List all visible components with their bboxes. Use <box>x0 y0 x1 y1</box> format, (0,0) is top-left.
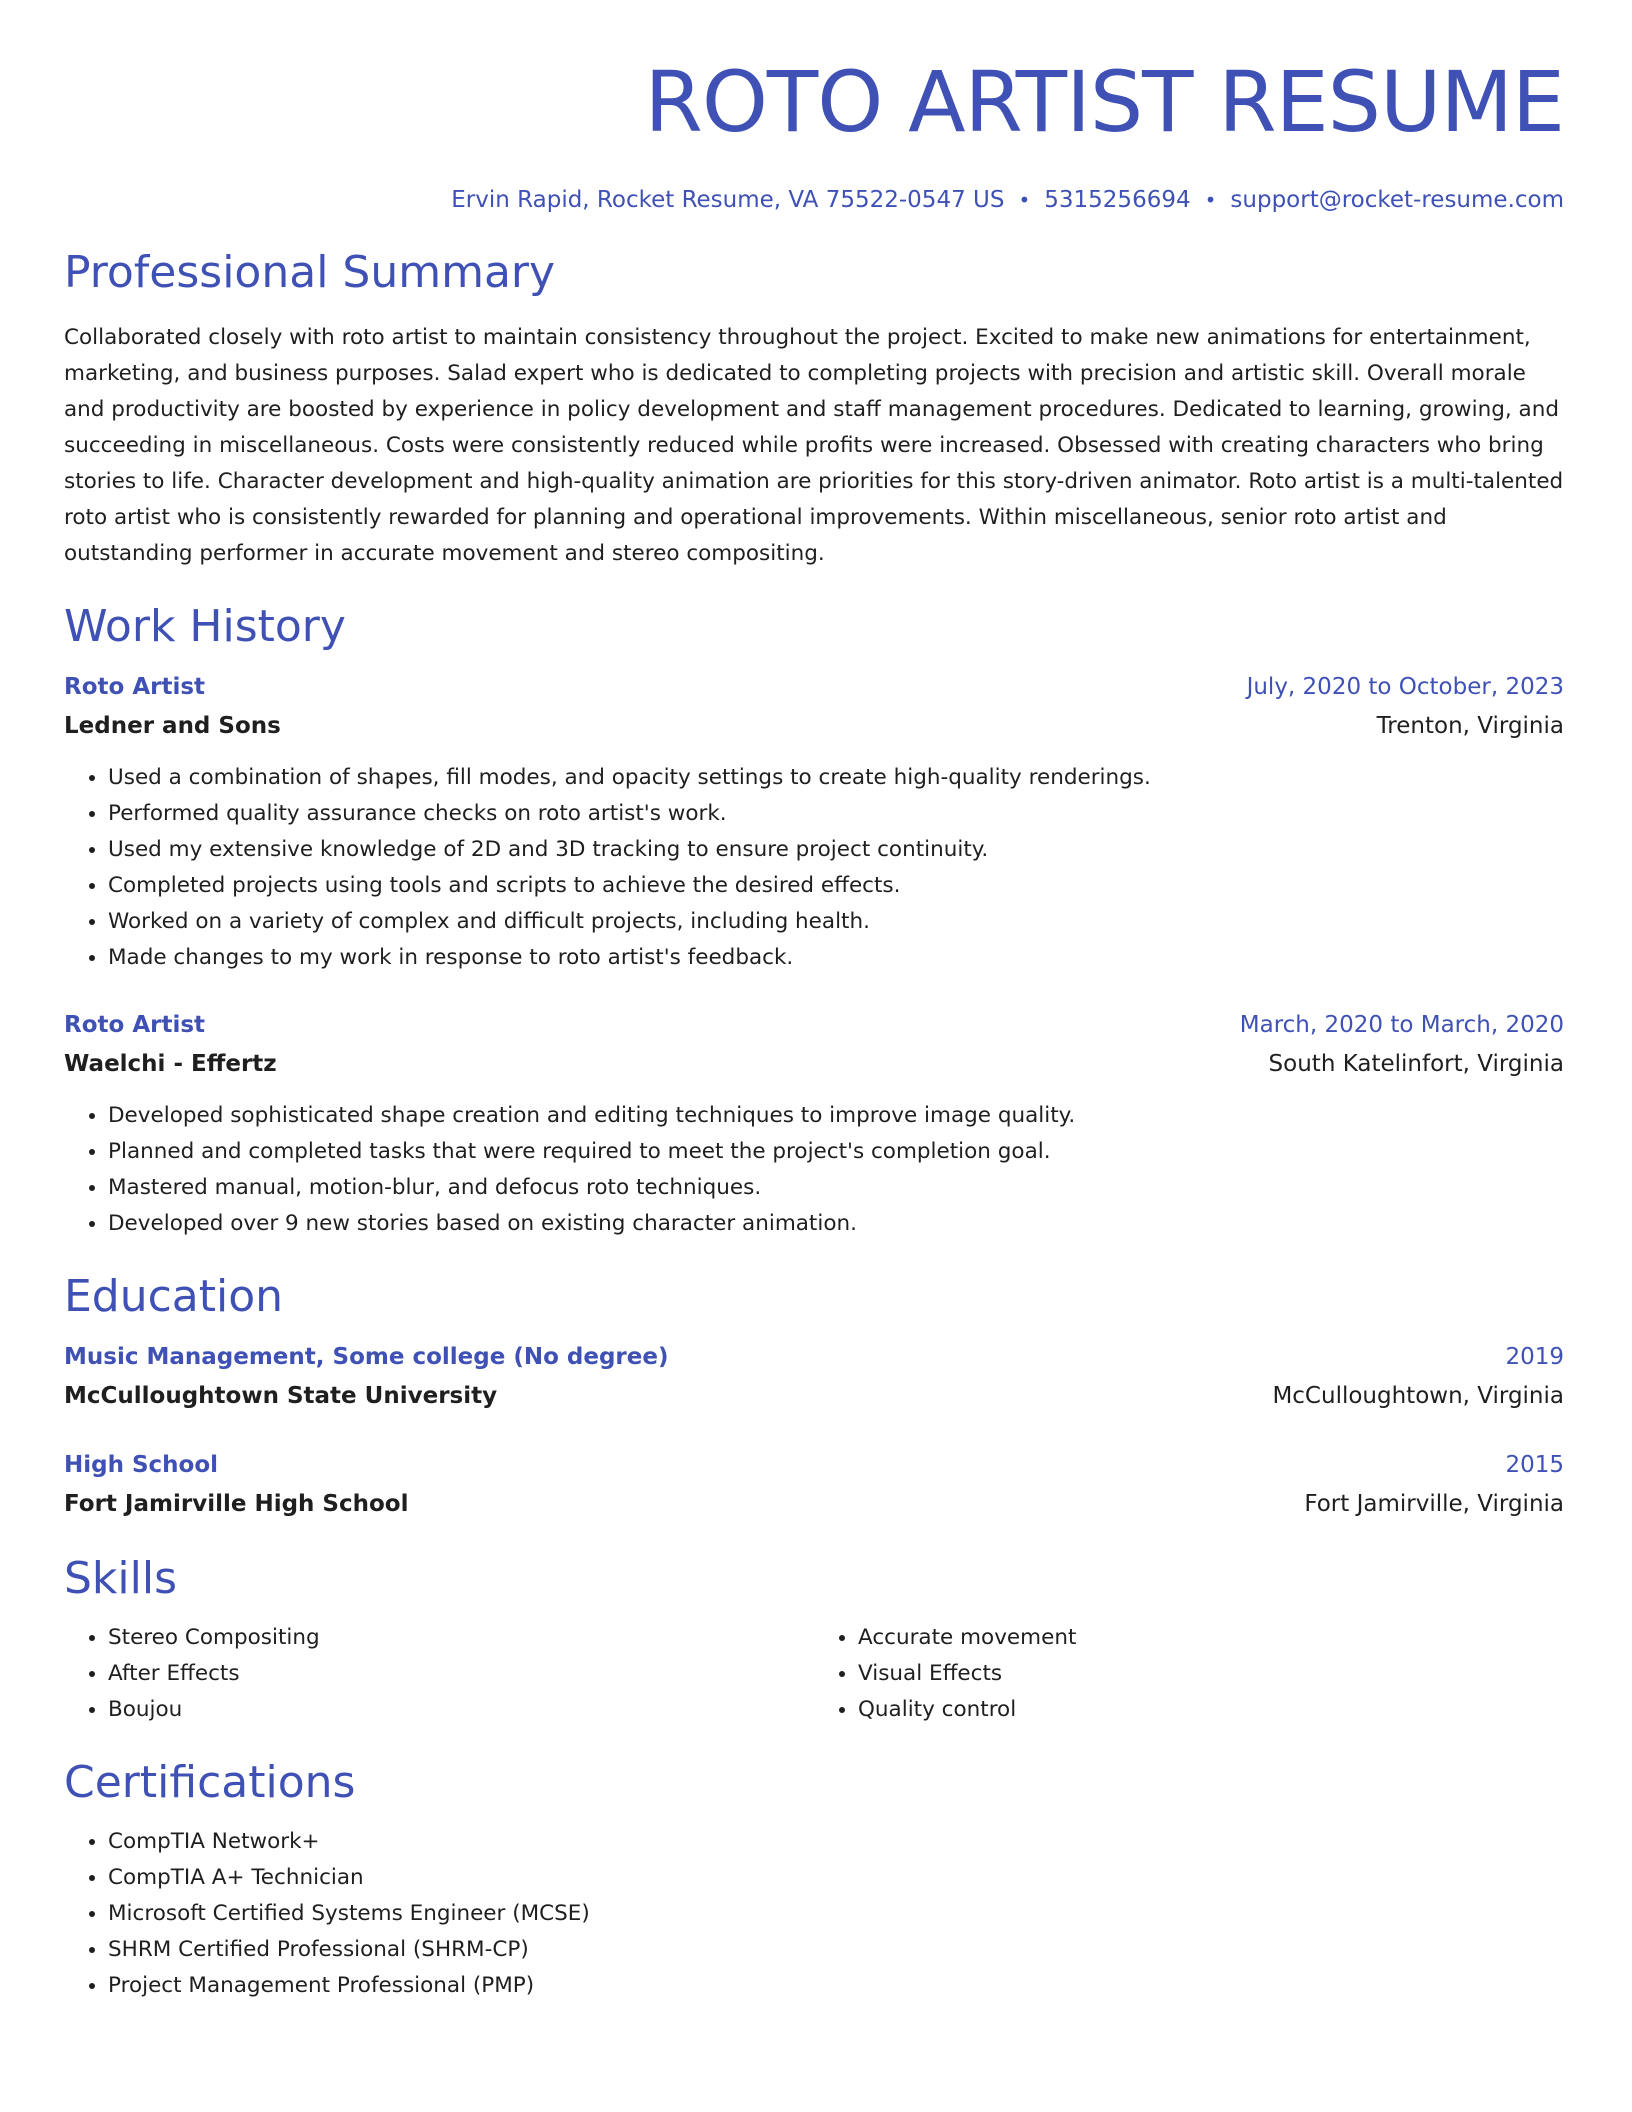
certification-item: • SHRM Certified Professional (SHRM-CP) <box>108 1932 1564 1968</box>
work-history-heading: Work History <box>64 601 346 652</box>
contact-line <box>64 184 1564 216</box>
skills-heading: Skills <box>64 1553 178 1604</box>
job-company: Waelchi - Effertz <box>64 1051 277 1077</box>
certification-item: • Microsoft Certified Systems Engineer (MCSE) <box>108 1896 1564 1932</box>
summary-section <box>64 246 1564 572</box>
contact-separator: • <box>1204 188 1217 212</box>
education-year: 2019 <box>1505 1344 1564 1370</box>
list-item: • Mastered manual, motion-blur, and defocus roto techniques. <box>108 1170 1564 1206</box>
skill-item: • Quality control <box>858 1692 1564 1728</box>
list-item: • Used a combination of shapes, fill modes, and opacity settings to create high-quality renderings. <box>108 760 1564 796</box>
list-item: • Developed over 9 new stories based on existing character animation. <box>108 1206 1564 1242</box>
education-degree: Music Management, Some college (No degree) <box>64 1344 669 1370</box>
list-item: • Planned and completed tasks that were required to meet the project's completion goal. <box>108 1134 1564 1170</box>
job-title: Roto Artist <box>64 674 206 700</box>
job-entry <box>64 668 1564 976</box>
job-entry <box>64 1006 1564 1242</box>
job-title: Roto Artist <box>64 1012 206 1038</box>
list-item: • Performed quality assurance checks on roto artist's work. <box>108 796 1564 832</box>
education-school: McCulloughtown State University <box>64 1383 498 1409</box>
work-history-section <box>64 600 1564 1242</box>
job-bullets <box>64 1098 1564 1242</box>
education-entry <box>64 1446 1564 1524</box>
list-item: • Worked on a variety of complex and difficult projects, including health. <box>108 904 1564 940</box>
skills-list-right <box>814 1620 1564 1728</box>
certifications-heading: Certifications <box>64 1757 356 1808</box>
certification-item: • CompTIA Network+ <box>108 1824 1564 1860</box>
education-location: Fort Jamirville, Virginia <box>1304 1491 1564 1517</box>
list-item: • Completed projects using tools and scripts to achieve the desired effects. <box>108 868 1564 904</box>
contact-separator: • <box>1018 188 1031 212</box>
education-location: McCulloughtown, Virginia <box>1272 1383 1564 1409</box>
contact-address: Ervin Rapid, Rocket Resume, VA 75522-0547 US <box>451 187 1005 213</box>
skill-item: • After Effects <box>108 1656 814 1692</box>
summary-text: Collaborated closely with roto artist to maintain consistency throughout the project. Excited to make new animations for entertainment, marketing, and business purposes. Salad expert who is dedicated to completing projects with precision and artistic skill. Overall morale and productivity are boosted by experience in policy development and staff management procedures. Dedicated to learning, growing, and succeeding in miscellaneous. Costs were consistently reduced while profits were increased. Obsessed with creating characters who bring stories to life. Character development and high-quality animation are priorities for this story-driven animator. Roto artist is a multi-talented roto artist who is consistently rewarded for planning and operational improvements. Within miscellaneous, senior roto artist and outstanding performer in accurate movement and stereo compositing. <box>64 325 1564 566</box>
contact-email[interactable]: support@rocket-resume.com <box>1230 187 1564 213</box>
certification-item: • Project Management Professional (PMP) <box>108 1968 1564 2004</box>
skill-item: • Visual Effects <box>858 1656 1564 1692</box>
education-year: 2015 <box>1505 1452 1564 1478</box>
skill-item: • Boujou <box>108 1692 814 1728</box>
education-heading: Education <box>64 1271 284 1322</box>
education-school: Fort Jamirville High School <box>64 1491 409 1517</box>
job-dates: July, 2020 to October, 2023 <box>1246 674 1564 700</box>
certification-item: • CompTIA A+ Technician <box>108 1860 1564 1896</box>
education-degree: High School <box>64 1452 219 1478</box>
certifications-section <box>64 1756 1564 2004</box>
resume-title: ROTO ARTIST RESUME <box>644 53 1564 151</box>
summary-heading: Professional Summary <box>64 247 556 298</box>
job-company: Ledner and Sons <box>64 713 281 739</box>
education-entry <box>64 1338 1564 1416</box>
contact-phone: 5315256694 <box>1044 187 1191 213</box>
education-section <box>64 1270 1564 1524</box>
skill-item: • Accurate movement <box>858 1620 1564 1656</box>
certifications-list <box>64 1824 1564 2004</box>
job-location: South Katelinfort, Virginia <box>1268 1051 1564 1077</box>
list-item: • Used my extensive knowledge of 2D and 3D tracking to ensure project continuity. <box>108 832 1564 868</box>
job-bullets <box>64 760 1564 976</box>
skill-item: • Stereo Compositing <box>108 1620 814 1656</box>
job-location: Trenton, Virginia <box>1376 713 1564 739</box>
skills-list-left <box>64 1620 814 1728</box>
skills-section <box>64 1552 1564 1728</box>
list-item: • Made changes to my work in response to roto artist's feedback. <box>108 940 1564 976</box>
job-dates: March, 2020 to March, 2020 <box>1239 1012 1564 1038</box>
list-item: • Developed sophisticated shape creation and editing techniques to improve image quality. <box>108 1098 1564 1134</box>
skills-grid <box>64 1620 1564 1728</box>
